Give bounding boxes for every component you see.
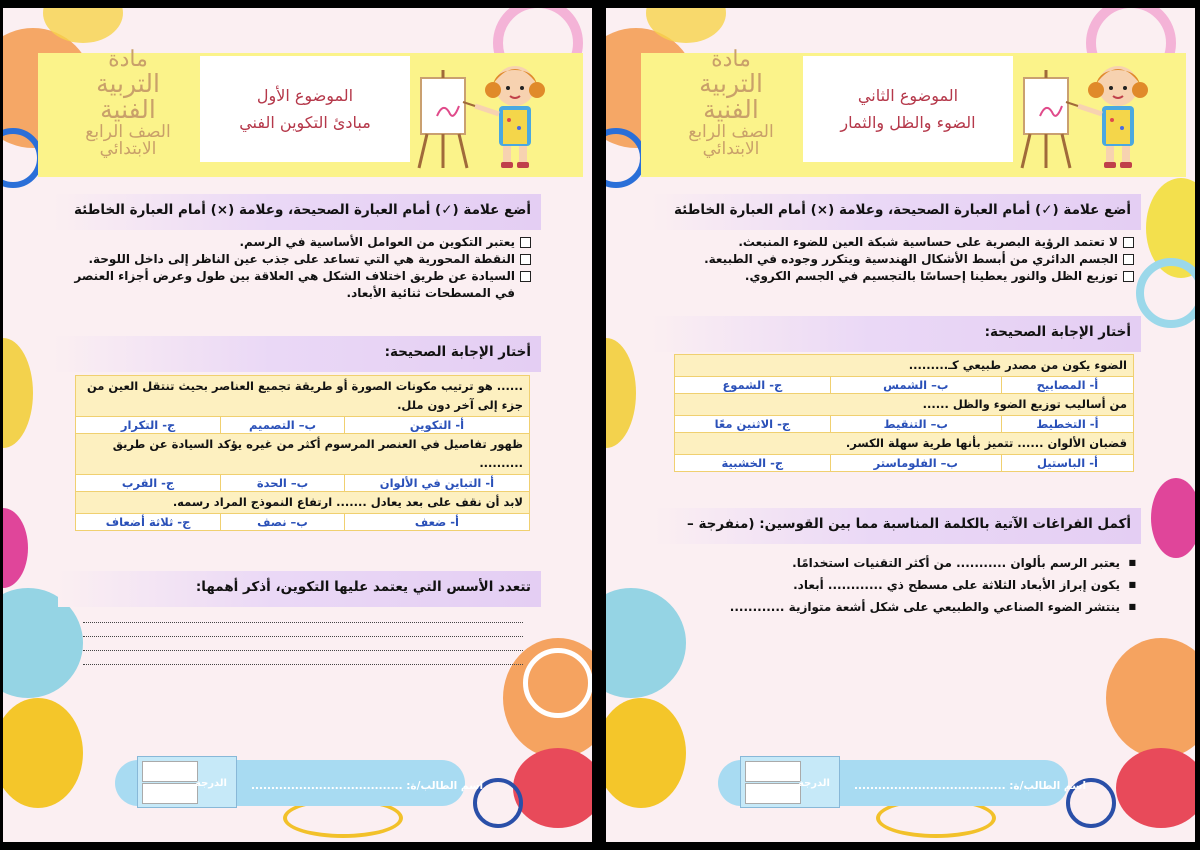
score-cell[interactable] bbox=[142, 783, 198, 804]
answer-line[interactable] bbox=[83, 650, 523, 651]
statement-text: الجسم الدائري من أبسط الأشكال الهندسية ويتكرر وجوده في الطبيعة. bbox=[704, 252, 1118, 266]
question-text: ظهور تفاصيل في العنصر المرسوم أكثر من غيره يؤكد السيادة عن طريق .......... bbox=[76, 434, 530, 475]
decor-blob bbox=[1151, 478, 1195, 558]
question-text: ...... هو ترتيب مكونات الصورة أو طريقة تجميع العناصر بحيث تنتقل العين من جزء إلى آخر دون ملل. bbox=[76, 376, 530, 417]
grade-line: الابتدائي bbox=[702, 139, 760, 160]
section-title-multiple-choice: أختار الإجابة الصحيحة: bbox=[53, 336, 541, 372]
answer-option[interactable]: ب– الشمس bbox=[830, 377, 1001, 394]
checkbox[interactable] bbox=[1123, 271, 1134, 282]
list-item bbox=[63, 268, 533, 302]
grade-line: الابتدائي bbox=[99, 139, 157, 160]
answer-line[interactable] bbox=[83, 622, 523, 623]
checkbox[interactable] bbox=[520, 254, 531, 265]
fill-blanks-list bbox=[716, 552, 1136, 618]
question-text: من أساليب توزيع الضوء والظل ...... bbox=[675, 394, 1134, 416]
checkbox[interactable] bbox=[520, 271, 531, 282]
decor-blob bbox=[1106, 638, 1195, 758]
answer-option[interactable]: ج- التكرار bbox=[76, 417, 221, 434]
worksheet-page-1 bbox=[3, 8, 592, 842]
answer-option[interactable]: أ- التخطيط bbox=[1001, 416, 1133, 433]
topic-box bbox=[200, 56, 410, 162]
checkbox[interactable] bbox=[1123, 254, 1134, 265]
answer-option[interactable]: ج- الشموع bbox=[675, 377, 831, 394]
topic-title: مبادئ التكوين الفني bbox=[239, 113, 371, 132]
checkbox[interactable] bbox=[520, 237, 531, 248]
statement-text: النقطة المحورية هي التي تساعد على جذب عين الناظر إلى داخل اللوحة. bbox=[88, 252, 515, 266]
section-title-true-false: أضع علامة (✓) أمام العبارة الصحيحة، وعلامة (×) أمام العبارة الخاطئة bbox=[53, 194, 541, 230]
answer-line[interactable] bbox=[83, 664, 523, 665]
score-cell[interactable] bbox=[142, 761, 198, 782]
answer-option[interactable]: أ- التكوين bbox=[344, 417, 529, 434]
statement-text: السيادة عن طريق اختلاف الشكل هي العلاقة بين طول وعرض أجزاء العنصر في المسطحات ثنائية الأبعاد. bbox=[74, 269, 515, 300]
list-item bbox=[666, 234, 1136, 251]
decor-blob bbox=[606, 698, 686, 808]
answer-option[interactable]: أ- الباستيل bbox=[1001, 455, 1133, 472]
section-title-multiple-choice: أختار الإجابة الصحيحة: bbox=[651, 316, 1141, 352]
question-text: لابد أن نقف على بعد يعادل ....... ارتفاع النموذج المراد رسمه. bbox=[76, 492, 530, 514]
answer-option[interactable]: ب– التنقيط bbox=[830, 416, 1001, 433]
answer-option[interactable]: ب– التصميم bbox=[221, 417, 345, 434]
subject-line: الفنية bbox=[703, 95, 759, 125]
decor-swirl bbox=[1136, 258, 1195, 328]
decor-blob bbox=[606, 338, 636, 448]
subject-line: مادة bbox=[711, 47, 751, 72]
decor-blob bbox=[513, 748, 592, 828]
section-title-fill-blanks: أكمل الفراغات الآتية بالكلمة المناسبة مما بين القوسين: (منفرجة – bbox=[654, 508, 1141, 544]
list-item bbox=[666, 251, 1136, 268]
score-label: الدرجة bbox=[195, 778, 227, 789]
question-text: قضبان الألوان ...... تتميز بأنها طرية سهلة الكسر. bbox=[675, 433, 1134, 455]
list-item bbox=[63, 251, 533, 268]
score-label: الدرجة bbox=[798, 778, 830, 789]
multiple-choice-table bbox=[674, 354, 1134, 472]
statement-text: توزيع الظل والنور يعطينا إحساسًا بالتجسيم في الجسم الكروي. bbox=[744, 269, 1118, 283]
true-false-list bbox=[666, 234, 1136, 285]
painter-girl-illustration bbox=[413, 56, 563, 174]
student-name-field[interactable]: اسم الطالب/ة: ...................................... bbox=[251, 780, 484, 792]
answer-option[interactable]: ب– الحدة bbox=[221, 475, 345, 492]
painter-girl-illustration bbox=[1016, 56, 1166, 174]
answer-option[interactable]: ج- الخشبية bbox=[675, 455, 831, 472]
score-cell[interactable] bbox=[745, 783, 801, 804]
answer-option[interactable]: ج- ثلاثة أضعاف bbox=[76, 514, 221, 531]
decor-blob bbox=[606, 588, 686, 698]
list-item: ■ يعتبر الرسم بألوان ........... من أكثر التقنيات استخدامًا. bbox=[716, 552, 1136, 574]
list-item: ■ يكون إبراز الأبعاد الثلاثة على مسطح ذي ............ أبعاد. bbox=[716, 574, 1136, 596]
grade-line: الصف الرابع bbox=[688, 121, 774, 142]
decor-blob bbox=[3, 508, 28, 588]
subject-title bbox=[646, 48, 816, 178]
decor-swirl bbox=[523, 648, 592, 718]
grade-line: الصف الرابع bbox=[85, 121, 171, 142]
list-item bbox=[666, 268, 1136, 285]
section-title-true-false: أضع علامة (✓) أمام العبارة الصحيحة، وعلامة (×) أمام العبارة الخاطئة bbox=[651, 194, 1141, 230]
subject-title bbox=[43, 48, 213, 178]
answer-line[interactable] bbox=[83, 636, 523, 637]
answer-option[interactable]: أ- التباين في الألوان bbox=[344, 475, 529, 492]
topic-number: الموضوع الأول bbox=[256, 86, 354, 105]
statement-text: يعتبر التكوين من العوامل الأساسية في الرسم. bbox=[239, 235, 515, 249]
topic-number: الموضوع الثاني bbox=[857, 86, 959, 105]
score-cell[interactable] bbox=[745, 761, 801, 782]
question-text: الضوء يكون من مصدر طبيعي كـ......... bbox=[675, 355, 1134, 377]
topic-title: الضوء والظل والثمار bbox=[840, 113, 976, 132]
worksheet-page-2 bbox=[606, 8, 1195, 842]
answer-option[interactable]: ب– نصف bbox=[221, 514, 345, 531]
section-title-open-question: تتعدد الأسس التي يعتمد عليها التكوين، أذكر أهمها: bbox=[58, 571, 541, 607]
true-false-list bbox=[63, 234, 533, 302]
student-name-field[interactable]: اسم الطالب/ة: ...................................... bbox=[854, 780, 1087, 792]
checkbox[interactable] bbox=[1123, 237, 1134, 248]
decor-blob bbox=[3, 698, 83, 808]
answer-option[interactable]: ب– الفلوماستر bbox=[830, 455, 1001, 472]
decor-blob bbox=[1116, 748, 1195, 828]
answer-option[interactable]: ج- القرب bbox=[76, 475, 221, 492]
subject-line: التربية bbox=[96, 69, 160, 99]
multiple-choice-table bbox=[75, 375, 530, 531]
answer-option[interactable]: أ- ضعف bbox=[344, 514, 529, 531]
answer-option[interactable]: أ- المصابيح bbox=[1001, 377, 1133, 394]
list-item: ■ ينتشر الضوء الصناعي والطبيعي على شكل أشعة متوازية ............ bbox=[716, 596, 1136, 618]
list-item bbox=[63, 234, 533, 251]
answer-option[interactable]: ج- الاثنين معًا bbox=[675, 416, 831, 433]
subject-line: الفنية bbox=[100, 95, 156, 125]
subject-line: التربية bbox=[699, 69, 763, 99]
subject-line: مادة bbox=[108, 47, 148, 72]
decor-blob bbox=[3, 338, 33, 448]
topic-box bbox=[803, 56, 1013, 162]
statement-text: لا تعتمد الرؤية البصرية على حساسية شبكة العين للضوء المنبعث. bbox=[738, 235, 1118, 249]
